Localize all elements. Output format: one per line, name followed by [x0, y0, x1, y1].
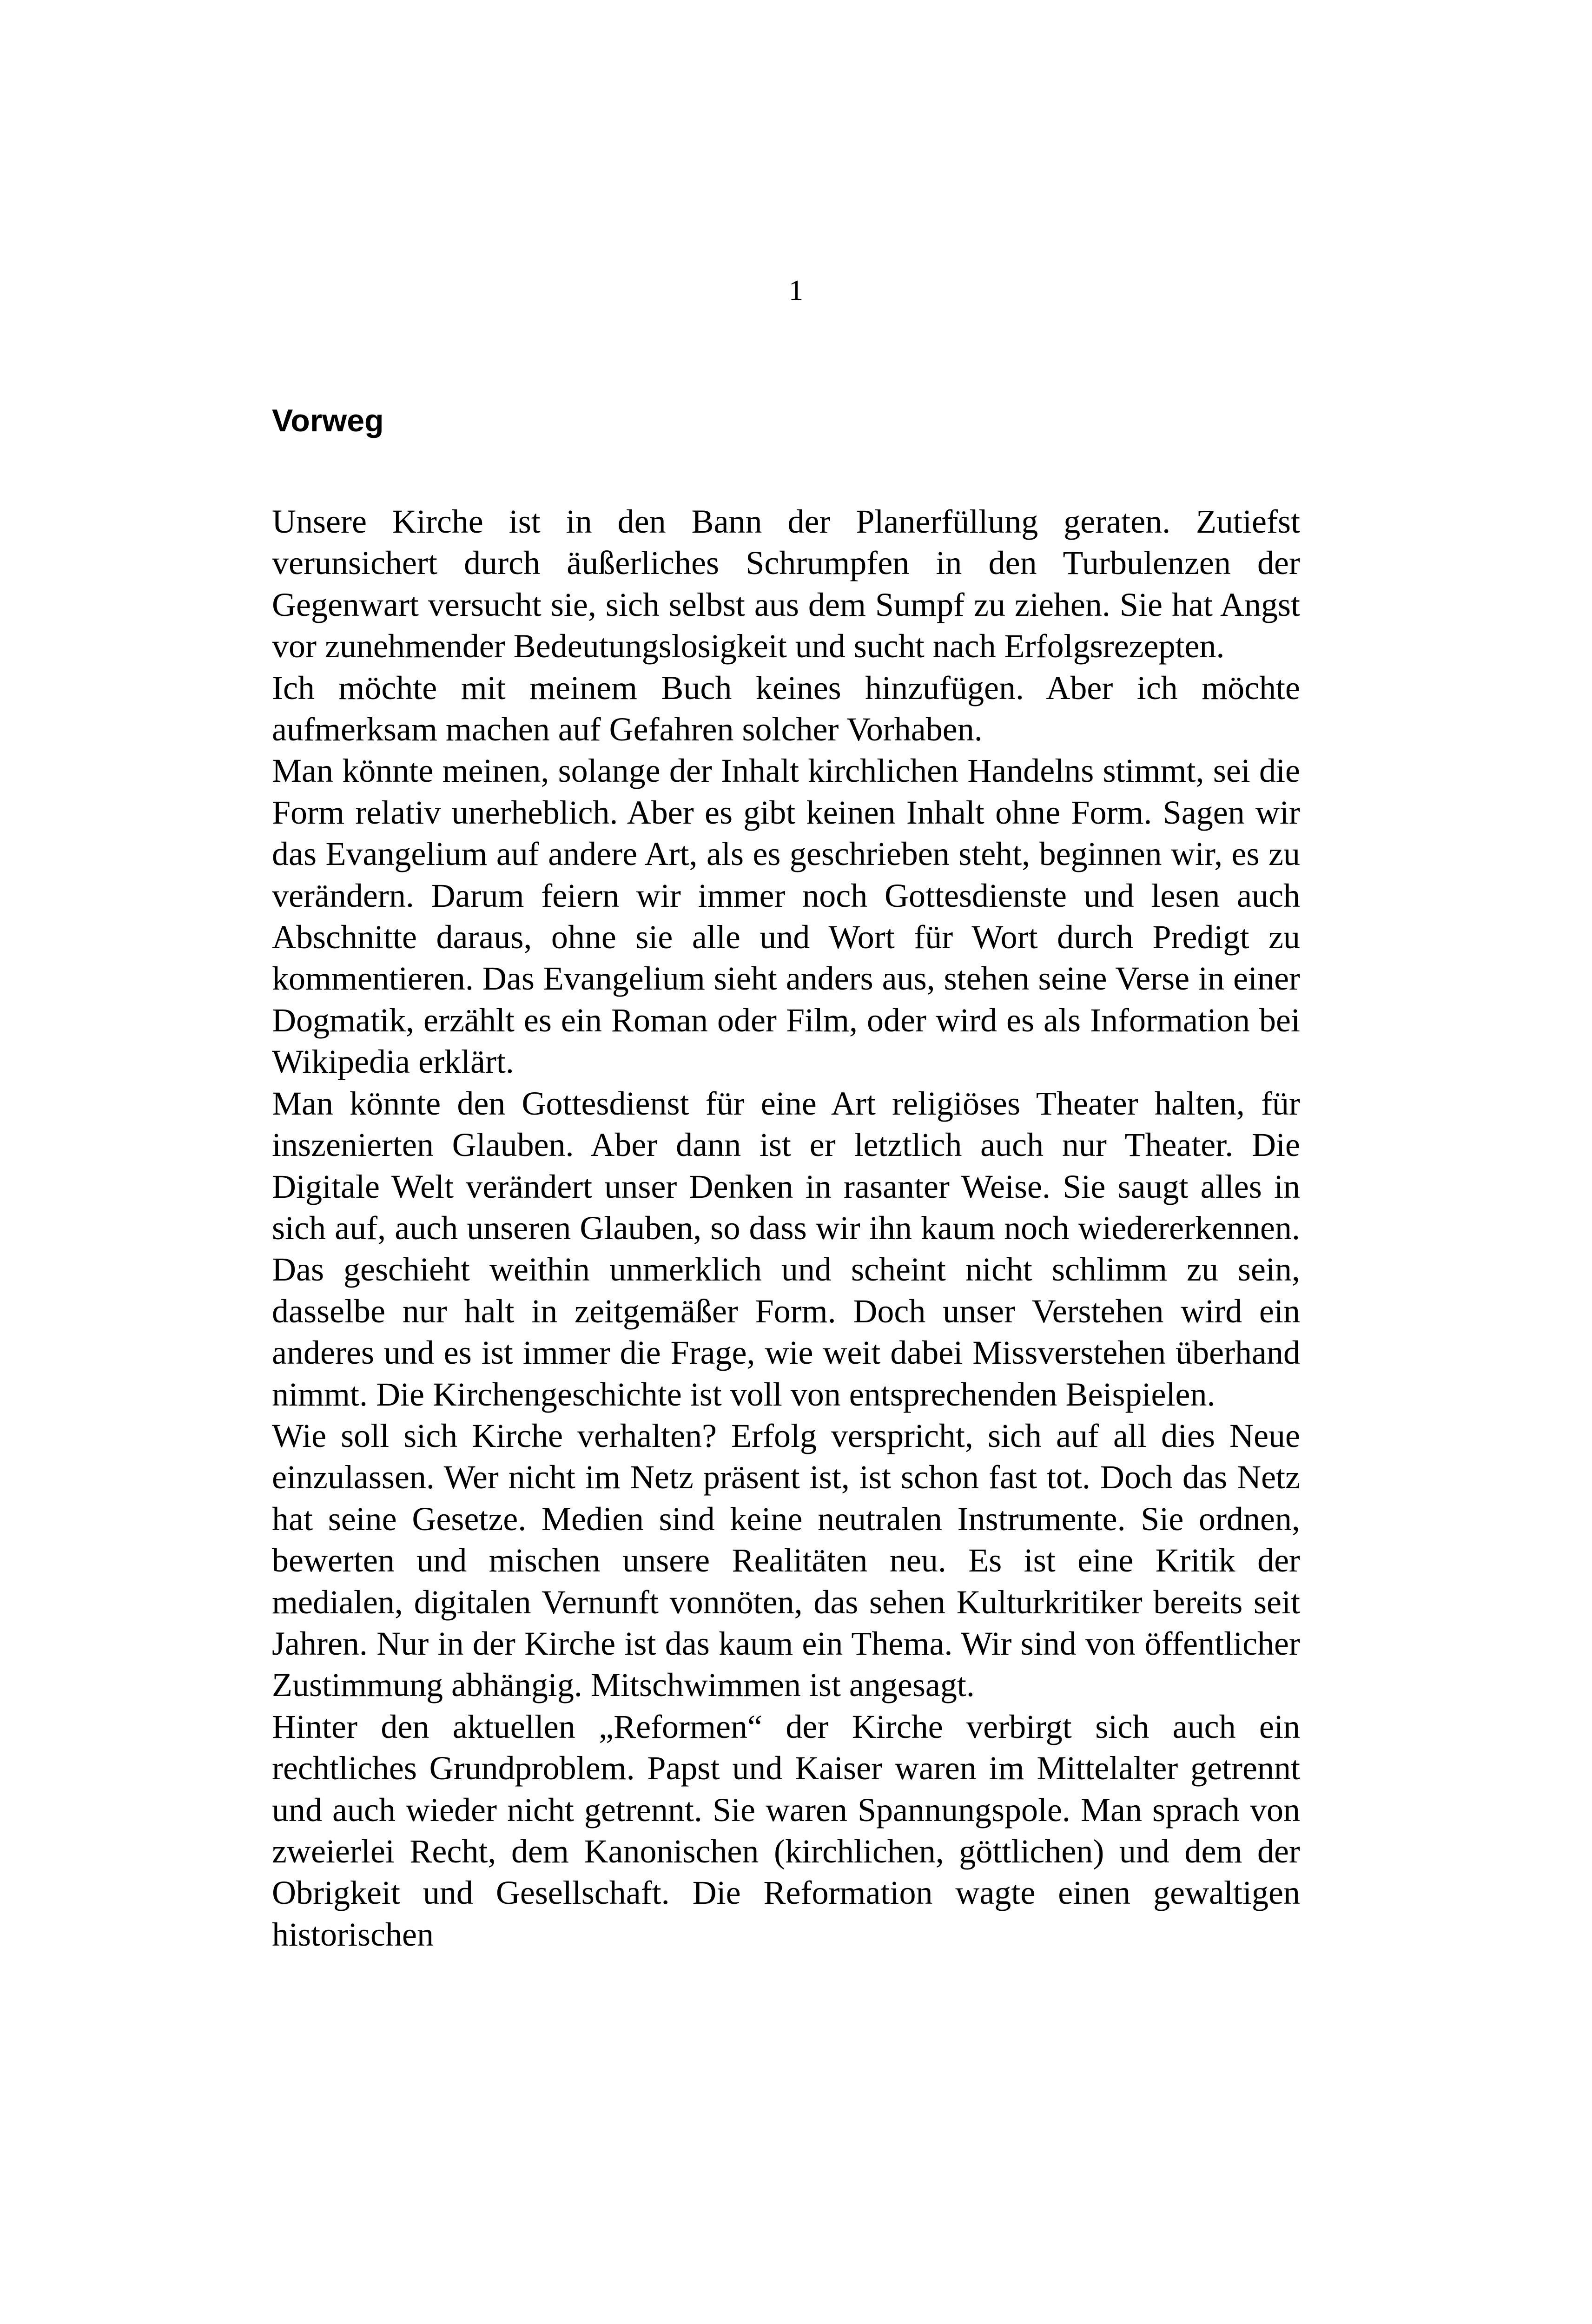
paragraph: Ich möchte mit meinem Buch keines hinzufügen. Aber ich möchte aufmerksam machen auf Gefahren solcher Vorhaben. [272, 669, 1300, 748]
body-text [272, 501, 1300, 1955]
chapter-title: Vorweg [272, 403, 384, 438]
paragraph-continued: Hinter den aktuellen „Reformen“ der Kirche verbirgt sich auch ein rechtliches Grundproblem. Papst und Kaiser waren im Mittelalter getrennt und auch wieder nicht getrennt. Sie waren Spannungspole. Man sprach von zweierlei Recht, dem Kanonischen (kirchlichen, göttlichen) und dem der Obrigkeit und Gesellschaft. Die Reformation wagte einen gewaltigen historischen [272, 1708, 1300, 1953]
paragraph: Man könnte meinen, solange der Inhalt kirchlichen Handelns stimmt, sei die Form relativ unerheblich. Aber es gibt keinen Inhalt ohne Form. Sagen wir das Evangelium auf andere Art, als es geschrieben steht, beginnen wir, es zu verändern. Darum feiern wir immer noch Gottesdienste und lesen auch Abschnitte daraus, ohne sie alle und Wort für Wort durch Predigt zu kommentieren. Das Evangelium sieht anders aus, stehen seine Verse in einer Dogmatik, erzählt es ein Roman oder Film, oder wird es als Information bei Wikipedia erklärt. [272, 752, 1300, 1081]
paragraph: Unsere Kirche ist in den Bann der Planerfüllung geraten. Zutiefst verunsichert durch äußerliches Schrumpfen in den Turbulenzen der Gegenwart versucht sie, sich selbst aus dem Sumpf zu ziehen. Sie hat Angst vor zunehmender Bedeutungslosigkeit und sucht nach Erfolgsrezepten. [272, 503, 1300, 665]
paragraph: Wie soll sich Kirche verhalten? Erfolg verspricht, sich auf all dies Neue einzulassen. Wer nicht im Netz präsent ist, ist schon fast tot. Doch das Netz hat seine Gesetze. Medien sind keine neutralen Instrumente. Sie ordnen, bewerten und mischen unsere Realitäten neu. Es ist eine Kritik der medialen, digitalen Vernunft vonnöten, das sehen Kulturkritiker bereits seit Jahren. Nur in der Kirche ist das kaum ein Thema. Wir sind von öffentlicher Zustimmung abhängig. Mitschwimmen ist angesagt. [272, 1417, 1300, 1704]
page-number: 1 [789, 275, 803, 306]
paragraph: Man könnte den Gottesdienst für eine Art religiöses Theater halten, für inszenierten Glauben. Aber dann ist er letztlich auch nur Theater. Die Digitale Welt verändert unser Denken in rasanter Weise. Sie saugt alles in sich auf, auch unseren Glauben, so dass wir ihn kaum noch wiedererkennen. Das geschieht weithin unmerklich und scheint nicht schlimm zu sein, dasselbe nur halt in zeitgemäßer Form. Doch unser Verstehen wird ein anderes und es ist immer die Frage, wie weit dabei Missverstehen überhand nimmt. Die Kirchengeschichte ist voll von entsprechenden Beispielen. [272, 1084, 1300, 1413]
